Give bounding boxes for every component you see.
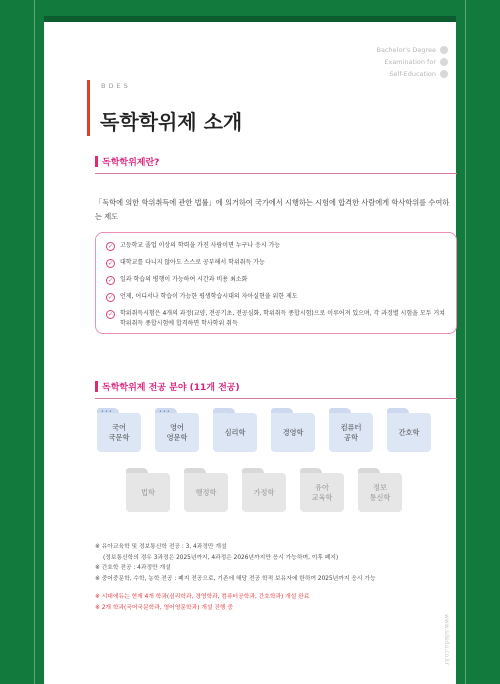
major-folder-open: [329, 408, 373, 452]
title-accent-bar: [87, 80, 90, 136]
page: [44, 16, 456, 684]
major-folder-open: [271, 408, 315, 452]
frame-line-right: [465, 0, 466, 684]
major-label: 국어 국문학: [97, 413, 141, 452]
check-circle-icon: ✓: [107, 260, 114, 267]
notes-block: [95, 542, 457, 613]
section-mark: [95, 156, 98, 167]
page-top-bar: [44, 16, 456, 22]
major-folder-closed: [358, 468, 402, 512]
frame-line-left: [34, 0, 35, 684]
dot-icon: [440, 70, 448, 78]
major-folder-open: [387, 408, 431, 452]
major-label: 영어 영문학: [155, 413, 199, 452]
check-circle-icon: ✓: [107, 311, 114, 318]
section-mark: [95, 381, 98, 392]
note-line: ※ 중어중문학, 수학, 농학 전공 : 폐지 전공으로, 기존에 해당 전공 학적 보유자에 한하여 2025년까지 응시 가능: [95, 575, 376, 582]
brand-line-3: Self-Education: [389, 70, 436, 78]
major-label: 간호학: [387, 413, 431, 452]
brand-line-2: Examination for: [384, 58, 436, 66]
note-line: ※ 간호학 전공 : 4과정만 개설: [95, 565, 171, 571]
check-circle-icon: ✓: [107, 243, 114, 250]
list-item-text: 대학교를 다니지 않아도 스스로 공부해서 학위취득 가능: [120, 259, 265, 266]
brand-line-1: Bachelor's Degree: [376, 46, 436, 54]
major-folder-open: ••• 국어 국문학: [97, 408, 141, 452]
major-folder-closed: [242, 468, 286, 512]
major-label: 가정학: [242, 473, 286, 512]
eyebrow: BDES: [101, 82, 131, 90]
section-title-2: 독학학위제 전공 분야 (11개 전공): [102, 383, 240, 393]
major-folder-closed: [126, 468, 170, 512]
brand-block: [377, 44, 449, 80]
list-item: [106, 292, 446, 302]
section-divider-2: [95, 398, 457, 399]
check-circle-icon: ✓: [107, 277, 114, 284]
list-item-text: 일과 학습의 병행이 가능하여 시간과 비용 최소화: [120, 276, 248, 283]
section-divider-1: [95, 173, 457, 174]
list-item-text: 학위취득시험은 4개의 과정(교양, 전공기초, 전공심화, 학위취득 종합시험)으로 이루어져 있으며, 각 과정별 시험을 모두 거쳐 학위취득 종합시험에 합격하면 학사학위 취득: [120, 310, 445, 327]
list-item: [106, 309, 446, 329]
list-item: [106, 275, 446, 285]
major-label: 컴퓨터 공학: [329, 413, 373, 452]
section-heading-1: [95, 155, 159, 168]
list-item-text: 언제, 어디서나 학습이 가능한 평생학습시대의 자아실현을 위한 제도: [120, 293, 298, 300]
list-item: [106, 241, 446, 251]
section-heading-2: [95, 380, 240, 393]
list-item: [106, 258, 446, 268]
major-label: 심리학: [213, 413, 257, 452]
side-url: www.sdedu.co.kr: [443, 614, 450, 665]
major-folder-open: ••• 영어 영문학: [155, 408, 199, 452]
dot-icon: [440, 58, 448, 66]
major-label: 정보 통신학: [358, 473, 402, 512]
note-line: ※ 유아교육학 및 정보통신학 전공 : 3, 4과정만 개설: [95, 544, 227, 550]
major-label: 행정학: [184, 473, 228, 512]
note-line: (정보통신학의 경우 3과정은 2025년까지, 4과정은 2026년까지만 응시 가능하며, 이후 폐지): [103, 554, 339, 561]
major-label: 경영학: [271, 413, 315, 452]
section-title-1: 독학학위제란?: [102, 158, 160, 168]
major-label: 법학: [126, 473, 170, 512]
note-line-highlight: ※ 시대에듀는 현재 4개 학과(심리학과, 경영학과, 컴퓨터공학과, 간호학과) 개설 완료: [95, 594, 310, 600]
note-line-highlight: ※ 2개 학과(국어국문학과, 영어영문학과) 개설 진행 중: [95, 604, 233, 611]
major-folder-closed: [184, 468, 228, 512]
feature-box: [95, 232, 457, 334]
dot-icon: [440, 46, 448, 54]
intro-paragraph: 「독학에 의한 학위취득에 관한 법률」에 의거하여 국가에서 시행하는 시험에 합격한 사람에게 학사학위를 수여하는 제도: [95, 198, 450, 221]
major-folder-closed: [300, 468, 344, 512]
major-label: 유아 교육학: [300, 473, 344, 512]
check-circle-icon: ✓: [107, 294, 114, 301]
page-title: 독학학위제 소개: [100, 110, 243, 134]
major-folder-open: [213, 408, 257, 452]
list-item-text: 고등학교 졸업 이상의 학력을 가진 사람이면 누구나 응시 가능: [120, 242, 281, 249]
